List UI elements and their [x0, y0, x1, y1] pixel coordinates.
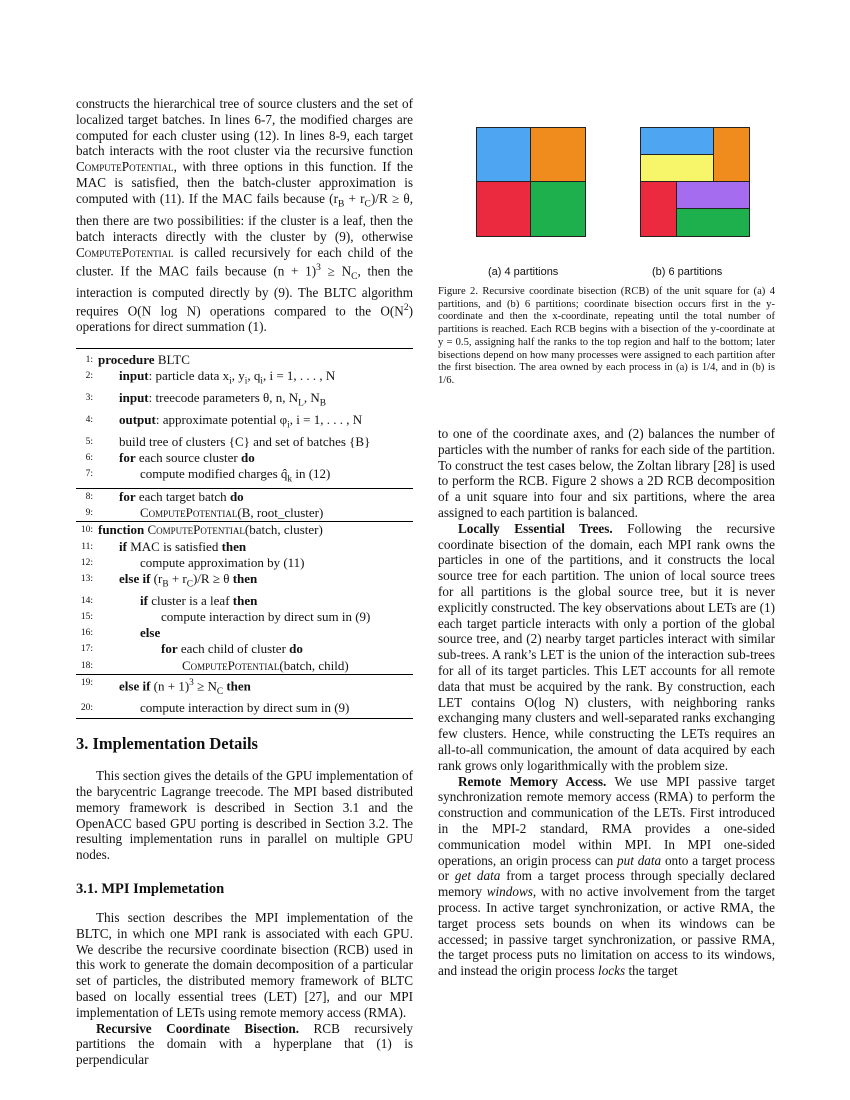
- right-column: [438, 96, 775, 979]
- subsection-title: 3.1. MPI Implemetation: [76, 880, 225, 897]
- algorithm-line-number: 2:: [85, 371, 93, 382]
- let-paragraph: [438, 521, 775, 774]
- algorithm-line-number: 15:: [80, 612, 93, 623]
- algorithm-line: [76, 674, 413, 700]
- partition-green: [530, 181, 586, 237]
- algorithm-line: [76, 555, 413, 571]
- rma-text: We use MPI passive target synchronization remote memory access (RMA) to perform the construction and communication of the LETs. First introduced in the MPI-2 standard, RMA provides a one-sided communication model within MPI. In MPI one-sided operations, an origin process can put data onto a target process or get data from a target process through specially declared memory windows, with no active involvement from the target process. In active target synchronization, or active RMA, the target process sets bounds on when its windows can be accessed; in passive target synchronization, or passive RMA, the target process puts no limitation on access to its windows, and instead the origin process locks the target: [438, 773, 775, 979]
- algorithm-line-text: output: approximate potential $\varphi_i$, i = 1, . . . , N: [119, 412, 363, 431]
- let-heading: Locally Essential Trees.: [458, 520, 613, 536]
- algorithm-line: [76, 609, 413, 625]
- algorithm-line-text: function ComputePotential(batch, cluster): [98, 522, 323, 538]
- algorithm-line: [76, 488, 413, 505]
- algorithm-line-number: 8:: [85, 492, 93, 503]
- algorithm-line: [76, 700, 413, 716]
- algorithm-line: [76, 434, 413, 450]
- algorithm-line-text: if cluster is a leaf then: [140, 592, 258, 608]
- partition-red: [476, 181, 531, 237]
- algorithm-line-number: 1:: [85, 355, 93, 366]
- algorithm-line-text: compute interaction by direct sum in (9): [161, 609, 371, 625]
- algorithm-line-text: build tree of clusters {C} and set of batches {B}: [119, 433, 371, 449]
- algorithm-line-text: compute modified charges $q̂_k$ in (12): [140, 466, 331, 485]
- algorithm-line-text: else if $(r_B + r_C)/R \ge \theta$ then: [119, 571, 258, 590]
- figure-2: [438, 96, 775, 426]
- algorithm-line: [76, 450, 413, 466]
- partition-red: [640, 181, 677, 237]
- algorithm-line: [76, 658, 413, 674]
- algorithm-line-number: 11:: [81, 541, 93, 552]
- algorithm-block: [76, 348, 413, 719]
- algorithm-line: [76, 390, 413, 412]
- algorithm-line-text: procedure BLTC: [98, 352, 190, 368]
- partition-orange: [530, 127, 586, 182]
- algorithm-line-number: 5:: [85, 436, 93, 447]
- section-paragraph: This section gives the details of the GPU implementation of the barycentric Lagrange treecode. The MPI based distributed memory framework is described in Section 3.1 and the OpenACC based GPU porting is described in Section 3.2. The resulting implementation runs in parallel on multiple GPU nodes.: [76, 768, 413, 863]
- algorithm-line: [76, 593, 413, 609]
- algorithm-line-text: for each target batch do: [119, 489, 244, 505]
- algorithm-line-text: else: [140, 625, 161, 641]
- algorithm-line: [76, 571, 413, 593]
- algorithm-line: [76, 625, 413, 641]
- algorithm-line-number: 13:: [80, 574, 93, 585]
- algorithm-line: [76, 505, 413, 521]
- figure-2a-label: (a) 4 partitions: [488, 266, 559, 278]
- figure-2a-square: [476, 127, 586, 237]
- partition-green: [676, 208, 750, 237]
- rcb-continued-paragraph: to one of the coordinate axes, and (2) balances the number of particles with the number of ranks for each side of the partition. To construct the test cases below, the Zoltan library [28] is used to perform the RCB. Figure 2 shows a 2D RCB decomposition of a unit square into four and six partitions, where the area assigned to each partition is balanced.: [438, 426, 775, 520]
- algorithm-line-text: for each source cluster do: [119, 450, 255, 466]
- algorithm-line-text: for each child of cluster do: [161, 641, 303, 657]
- algorithm-line-number: 4:: [85, 415, 93, 426]
- algorithm-line-text: else if $(n + 1)^3 \ge N_C$ then: [119, 677, 251, 697]
- partition-yellow: [640, 154, 714, 182]
- left-column: [76, 96, 413, 1068]
- rcb-paragraph: [76, 1021, 413, 1068]
- partition-orange: [713, 127, 750, 182]
- figure-caption: Figure 2. Recursive coordinate bisection (RCB) of the unit square for (a) 4 partitions, and (b) 6 partitions; coordinate bisection occurs first in the y-coordinate and then the x-coordinate, repeating until the total number of partitions is reached. Each RCB begins with a bisection of the y-coordinate at y = 0.5, assigning half the ranks to the top region and half to the bottom; later bisections depend on how many processes were assigned to each partition after the first bisection. The area owned by each process in (a) is 1/4, and in (b) is 1/6.: [438, 286, 775, 386]
- rcb-text: RCB recursively partitions the domain with a hyperplane that (1) is perpendicular: [76, 1020, 413, 1068]
- algorithm-line-number: 3:: [85, 393, 93, 404]
- algorithm-line-number: 6:: [85, 453, 93, 464]
- algorithm-line-text: compute approximation by (11): [140, 554, 305, 570]
- algorithm-line: [76, 352, 413, 368]
- algorithm-line: [76, 368, 413, 390]
- partition-blue: [640, 127, 714, 155]
- algorithm-line-text: ComputePotential(B, root_cluster): [140, 505, 324, 521]
- algorithm-line: [76, 641, 413, 657]
- figure-2b-label: (b) 6 partitions: [652, 266, 723, 278]
- algorithm-line-number: 20:: [80, 702, 93, 713]
- rma-paragraph: [438, 774, 775, 979]
- algorithm-line-number: 10:: [80, 525, 93, 536]
- figure-2b-square: [640, 127, 750, 237]
- algorithm-line-text: if MAC is satisfied then: [119, 538, 247, 554]
- algorithm-line-number: 18:: [80, 660, 93, 671]
- algorithm-line: [76, 466, 413, 488]
- algorithm-line-text: input: treecode parameters θ, n, $N_L$, $N_B$: [119, 390, 327, 409]
- algorithm-line-number: 14:: [80, 595, 93, 606]
- algorithm-line: [76, 412, 413, 434]
- algorithm-line-number: 9:: [85, 508, 93, 519]
- partition-purple: [676, 181, 750, 209]
- intro-paragraph: constructs the hierarchical tree of source clusters and the set of localized target batches. In lines 6-7, the modified charges are computed for each cluster using (12). In lines 8-9, each target batch interacts with the root cluster via the recursive function ComputePotential, with three options in this function. If the MAC is satisfied, then the batch-cluster approximation is computed with (11). If the MAC fails because $(r_B + r_C)/R \ge \theta$, then there are two possibilities: if the cluster is a leaf, then the batch interacts directly with the cluster by (9), otherwise ComputePotential is called recursively for each child of the cluster. If the MAC fails because $(n + 1)^3 \ge N_C$, then the interaction is computed directly by (9). The BLTC algorithm requires O(N log N) operations compared to the $O(N^2)$ operations for direct summation (1).: [76, 96, 413, 335]
- let-text: Following the recursive coordinate bisection of the domain, each MPI rank owns the particles in one of the partitions, and it constructs the local source tree for each partition. The union of local source trees for all partitions is the global source tree, but it is never explicitly constructed. The key observations about LETs are (1) each target particle interacts with only a portion of the global source tree, and (2) nearby target particles interact with similar sub-trees. A rank’s LET is the union of the interaction sub-trees for all of its target particles. This LET accounts for all remote data that must be acquired by the rank. By construction, each LET contains O(log N) clusters, with neighboring ranks exchanging many clusters and well-separated ranks exchanging few clusters. Hence, while constructing the LETs requires an all-to-all communication, the amount of data acquired by each rank grows only logarithmically with the problem size.: [438, 520, 775, 773]
- algorithm-line-number: 17:: [80, 644, 93, 655]
- algorithm-line-number: 12:: [80, 557, 93, 568]
- algorithm-line-text: input: particle data $x_i$, $y_i$, $q_i$, i = 1, . . . , N: [119, 368, 336, 388]
- algorithm-line-number: 16:: [80, 628, 93, 639]
- partition-blue: [476, 127, 531, 182]
- rcb-heading: Recursive Coordinate Bisection.: [96, 1020, 299, 1036]
- algorithm-line: [76, 539, 413, 555]
- algorithm-line: [76, 521, 413, 538]
- algorithm-line-number: 7:: [85, 469, 93, 480]
- algorithm-line-text: ComputePotential(batch, child): [182, 657, 349, 673]
- rma-heading: Remote Memory Access.: [458, 773, 607, 789]
- subsection-paragraph: This section describes the MPI implementation of the BLTC, in which one MPI rank is associated with each GPU. We describe the recursive coordinate bisection (RCB) used in this work to generate the domain decomposition of a particular set of particles, the distributed memory framework of BLTC based on locally essential trees (LET) [27], and our MPI implementation of LETs using remote memory access (RMA).: [76, 909, 413, 1020]
- section-title: 3. Implementation Details: [76, 734, 258, 754]
- algorithm-line-number: 19:: [80, 677, 93, 688]
- algorithm-line-text: compute interaction by direct sum in (9): [140, 699, 350, 715]
